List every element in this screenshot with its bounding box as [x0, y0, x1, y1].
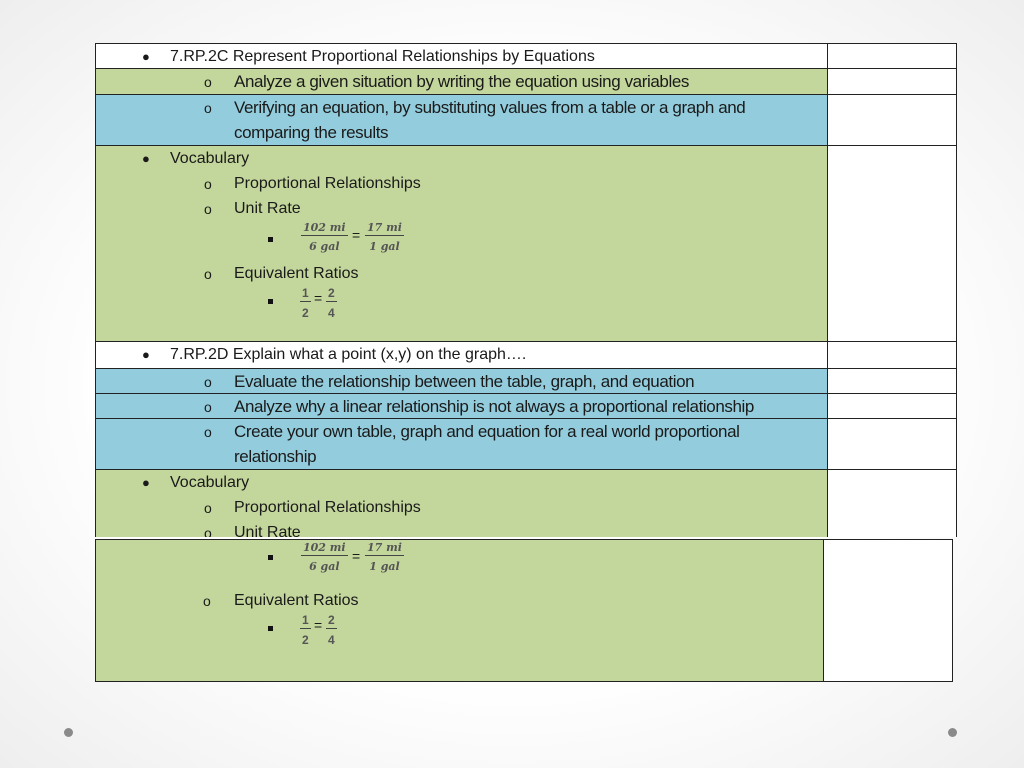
standard-heading: 7.RP.2D Explain what a point (x,y) on the graph…. — [170, 345, 527, 363]
square-bullet-icon — [268, 237, 273, 242]
bullet-icon: ● — [142, 151, 150, 166]
slide-left-dot — [64, 728, 73, 737]
circle-bullet-icon: o — [204, 175, 212, 192]
unit-rate-fraction: 17 mi 1 gal — [367, 221, 402, 253]
ratio-fraction: $\frac{2}{4}$ — [328, 286, 335, 320]
standards-table-continuation — [95, 539, 953, 682]
circle-bullet-icon: o — [204, 499, 212, 516]
vocab-term: Equivalent Ratios — [234, 264, 359, 282]
vocabulary-cell — [95, 146, 828, 341]
table-row — [95, 43, 957, 69]
circle-bullet-icon: o — [204, 73, 212, 90]
vocabulary-cell — [95, 540, 824, 681]
vocab-term: Proportional Relationships — [234, 174, 421, 192]
equals-sign: = — [352, 548, 361, 564]
objective-cell — [95, 369, 828, 393]
ratio-fraction: $\frac{2}{4}$ — [328, 613, 335, 647]
side-cell — [828, 44, 957, 68]
vocab-term: Unit Rate — [234, 199, 301, 217]
side-cell — [828, 369, 957, 393]
circle-bullet-icon: o — [204, 200, 212, 217]
square-bullet-icon — [268, 299, 273, 304]
equals-sign: = — [352, 227, 361, 243]
circle-bullet-icon: o — [204, 398, 212, 415]
bullet-icon: ● — [142, 347, 150, 362]
table-row — [95, 342, 957, 369]
side-cell — [828, 342, 957, 368]
objective-cell — [95, 69, 828, 94]
side-cell — [828, 146, 957, 341]
side-cell — [828, 470, 957, 537]
vocabulary-title: Vocabulary — [170, 149, 250, 167]
ratio-fraction: $\frac{1}{2}$ — [302, 613, 309, 647]
vocab-term: Unit Rate — [234, 523, 301, 537]
table-row — [95, 146, 957, 342]
objective-text-cont: relationship — [234, 446, 317, 466]
objective-cell — [95, 394, 828, 418]
unit-rate-fraction: 102 mi 6 gal — [303, 541, 346, 573]
vocab-term: Equivalent Ratios — [234, 591, 359, 609]
side-cell — [828, 95, 957, 145]
table-row — [95, 419, 957, 470]
table-row — [95, 95, 957, 146]
vocabulary-title: Vocabulary — [170, 473, 250, 491]
standard-heading: 7.RP.2C Represent Proportional Relationships by Equations — [170, 47, 595, 65]
objective-cell — [95, 95, 828, 145]
objective-text: Analyze a given situation by writing the equation using variables — [234, 71, 690, 91]
circle-bullet-icon: o — [204, 265, 212, 282]
side-cell — [828, 419, 957, 469]
equals-sign: = — [314, 617, 323, 633]
unit-rate-fraction: 102 mi 6 gal — [303, 221, 346, 253]
objective-text: Create your own table, graph and equation for a real world proportional — [234, 421, 740, 441]
standard-heading-cell — [95, 342, 828, 368]
circle-bullet-icon: o — [204, 524, 212, 537]
table-row — [95, 369, 957, 394]
circle-bullet-icon: o — [204, 99, 212, 116]
slide-right-dot — [948, 728, 957, 737]
circle-bullet-icon: o — [203, 592, 211, 609]
side-cell — [828, 394, 957, 418]
equals-sign: = — [314, 290, 323, 306]
circle-bullet-icon: o — [204, 373, 212, 390]
square-bullet-icon — [268, 626, 273, 631]
objective-text: Evaluate the relationship between the table, graph, and equation — [234, 371, 695, 391]
side-cell — [828, 69, 957, 94]
objective-text-cont: comparing the results — [234, 122, 389, 142]
square-bullet-icon — [268, 555, 273, 560]
table-row — [95, 539, 953, 682]
standard-heading-cell — [95, 44, 828, 68]
ratio-fraction: $\frac{1}{2}$ — [302, 286, 309, 320]
table-row — [95, 470, 957, 537]
table-row — [95, 69, 957, 95]
bullet-icon: ● — [142, 49, 150, 64]
bullet-icon: ● — [142, 475, 150, 490]
standards-table-top — [95, 43, 957, 537]
side-cell — [824, 540, 953, 681]
unit-rate-fraction: 17 mi 1 gal — [367, 541, 402, 573]
table-row — [95, 394, 957, 419]
circle-bullet-icon: o — [204, 423, 212, 440]
vocabulary-cell — [95, 470, 828, 537]
vocab-term: Proportional Relationships — [234, 498, 421, 516]
objective-text: Analyze why a linear relationship is not always a proportional relationship — [234, 396, 754, 416]
objective-cell — [95, 419, 828, 469]
objective-text: Verifying an equation, by substituting values from a table or a graph and — [234, 97, 746, 117]
